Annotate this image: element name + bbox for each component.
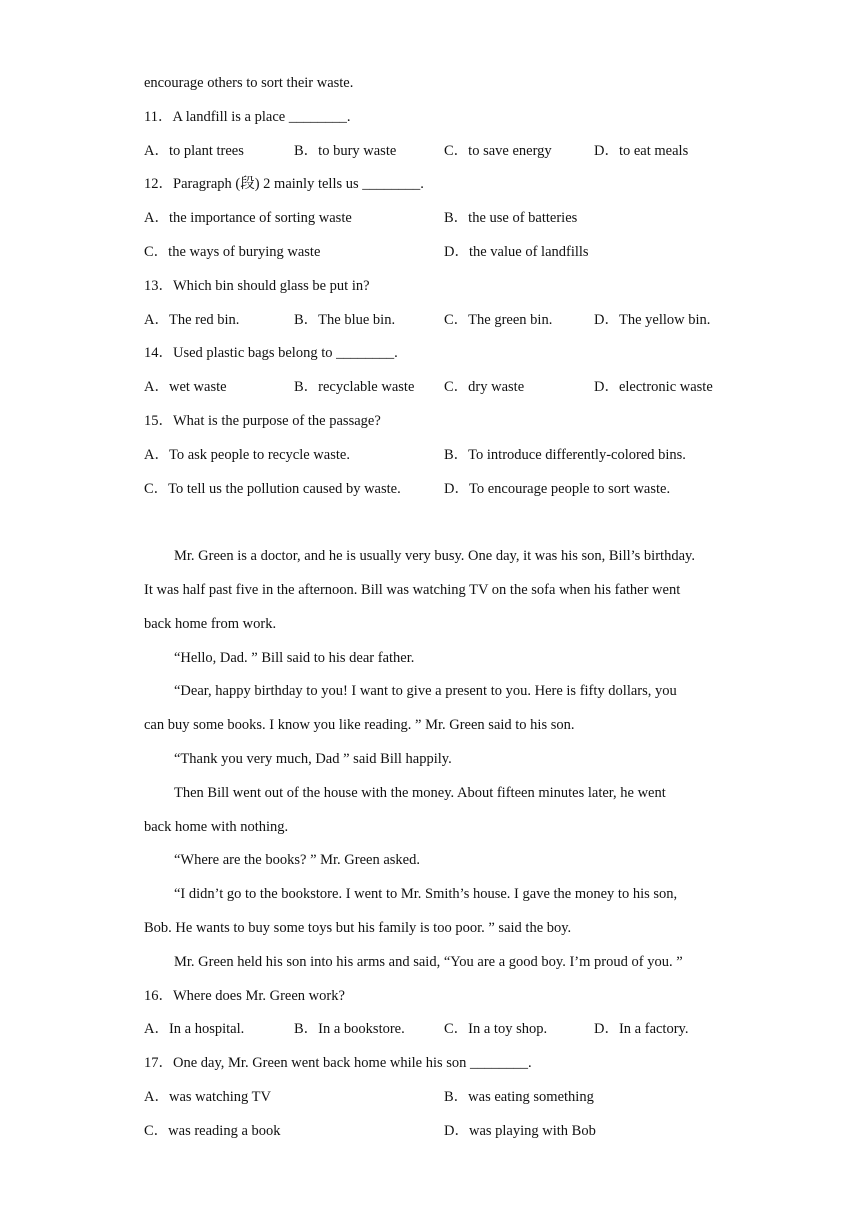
question-14-option-b: B．recyclable waste (294, 379, 415, 395)
passage2-line: It was half past five in the afternoon. Bill was watching TV on the sofa when his father went (144, 582, 681, 598)
passage1-tail: encourage others to sort their waste. (144, 75, 354, 91)
passage2-line: “Where are the books? ” Mr. Green asked. (174, 852, 420, 868)
passage2-line: “Thank you very much, Dad ” said Bill happily. (174, 751, 452, 767)
question-14-option-a: A．wet waste (144, 379, 227, 395)
question-14-option-d: D．electronic waste (594, 379, 713, 395)
passage2-line: back home with nothing. (144, 819, 289, 835)
question-15-option-c: C．To tell us the pollution caused by waste. (144, 481, 401, 497)
question-11-stem: 11．A landfill is a place ________. (144, 109, 351, 125)
passage2-line: Mr. Green is a doctor, and he is usually very busy. One day, it was his son, Bill’s birthday. (174, 548, 695, 564)
question-12-stem: 12．Paragraph (段) 2 mainly tells us ________. (144, 176, 424, 192)
passage2-line: Then Bill went out of the house with the money. About fifteen minutes later, he went (174, 785, 666, 801)
question-13-stem: 13．Which bin should glass be put in? (144, 278, 370, 294)
question-15-option-b: B．To introduce differently-colored bins. (444, 447, 686, 463)
question-11-option-d: D．to eat meals (594, 143, 689, 159)
question-17-option-c: C．was reading a book (144, 1123, 281, 1139)
question-16-option-d: D．In a factory. (594, 1021, 689, 1037)
question-12-option-b: B．the use of batteries (444, 210, 578, 226)
question-16-option-c: C．In a toy shop. (444, 1021, 548, 1037)
question-17-option-d: D．was playing with Bob (444, 1123, 596, 1139)
question-13-option-b: B．The blue bin. (294, 312, 396, 328)
question-16-option-b: B．In a bookstore. (294, 1021, 405, 1037)
question-15-option-a: A．To ask people to recycle waste. (144, 447, 350, 463)
passage2-line: “I didn’t go to the bookstore. I went to Mr. Smith’s house. I gave the money to his son, (174, 886, 678, 902)
question-11-option-a: A．to plant trees (144, 143, 244, 159)
question-15-option-d: D．To encourage people to sort waste. (444, 481, 671, 497)
question-17-option-b: B．was eating something (444, 1089, 594, 1105)
passage2-line: Bob. He wants to buy some toys but his family is too poor. ” said the boy. (144, 920, 572, 936)
question-17-stem: 17．One day, Mr. Green went back home while his son ________. (144, 1055, 532, 1071)
question-12-option-d: D．the value of landfills (444, 244, 589, 260)
question-12-option-c: C．the ways of burying waste (144, 244, 321, 260)
question-13-option-d: D．The yellow bin. (594, 312, 711, 328)
question-17-option-a: A．was watching TV (144, 1089, 271, 1105)
question-13-option-c: C．The green bin. (444, 312, 553, 328)
question-11-option-c: C．to save energy (444, 143, 552, 159)
passage2-line: back home from work. (144, 616, 277, 632)
question-14-stem: 14．Used plastic bags belong to ________. (144, 345, 398, 361)
passage2-line: “Hello, Dad. ” Bill said to his dear father. (174, 650, 415, 666)
question-16-option-a: A．In a hospital. (144, 1021, 245, 1037)
question-13-option-a: A．The red bin. (144, 312, 240, 328)
passage2-line: Mr. Green held his son into his arms and said, “You are a good boy. I’m proud of you. ” (174, 954, 683, 970)
question-16-stem: 16．Where does Mr. Green work? (144, 988, 345, 1004)
passage2-line: can buy some books. I know you like reading. ” Mr. Green said to his son. (144, 717, 575, 733)
question-11-option-b: B．to bury waste (294, 143, 397, 159)
question-14-option-c: C．dry waste (444, 379, 525, 395)
question-12-option-a: A．the importance of sorting waste (144, 210, 352, 226)
passage2-line: “Dear, happy birthday to you! I want to give a present to you. Here is fifty dollars, you (174, 683, 677, 699)
question-15-stem: 15．What is the purpose of the passage? (144, 413, 381, 429)
